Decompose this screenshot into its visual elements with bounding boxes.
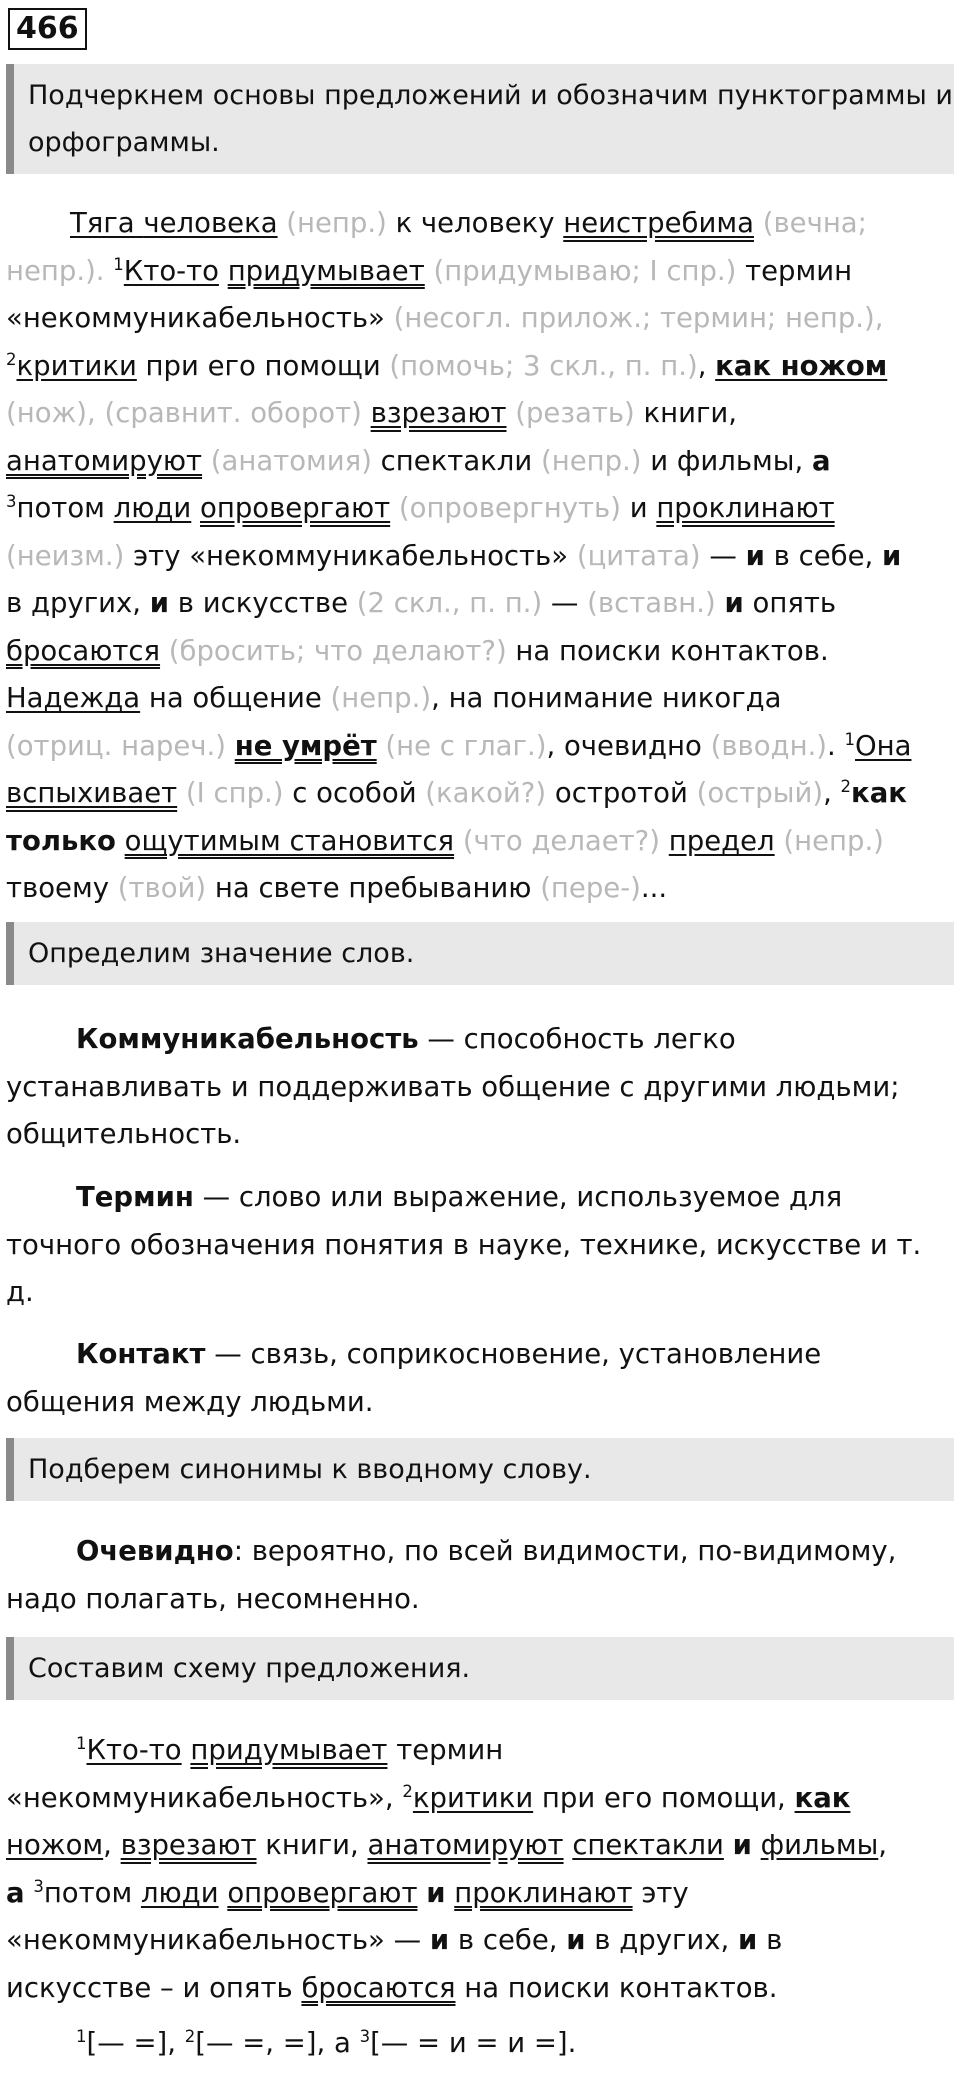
scheme-text bbox=[6, 1727, 956, 2012]
analysis-line: «некоммуникабельность» (несогл. прилож.; термин; непр.), bbox=[6, 302, 884, 334]
analysis-line: (неизм.) эту «некоммуникабельность» (цитата) — и в себе, и bbox=[6, 539, 902, 572]
section-header-synonyms: Подберем синонимы к вводному слову. bbox=[6, 1438, 954, 1501]
definition-communicability: Коммуникабельность — способность легко устанавливать и поддерживать общение с другими людьми; общительность. bbox=[6, 1023, 900, 1150]
analysis-line: вспыхивает (I спр.) с особой (какой?) остротой (острый), $^2$как bbox=[6, 776, 907, 809]
scheme-line: а $^3$потом люди опровергают и проклинают эту bbox=[6, 1876, 689, 1909]
analysis-line: в других, и в искусстве (2 скл., п. п.) — (вставн.) и опять bbox=[6, 587, 837, 619]
analysis-line: только ощутимым становится (что делает?) предел (непр.) bbox=[6, 824, 884, 857]
analysis-line: непр.). $^1$Кто-то придумывает (придумываю; I спр.) термин bbox=[6, 254, 853, 287]
section-header-meaning: Определим значение слов. bbox=[6, 922, 954, 985]
definition-contact: Контакт — связь, соприкосновение, установление общения между людьми. bbox=[6, 1338, 822, 1418]
analysis-line: $^3$потом люди опровергают (опровергнуть) и проклинают bbox=[6, 491, 835, 524]
analysis-line: бросаются (бросить; что делают?) на поиски контактов. bbox=[6, 634, 829, 667]
analysis-line: $^2$критики при его помощи (помочь; 3 скл., п. п.), как ножом bbox=[6, 349, 888, 382]
analysis-line: (нож), (сравнит. оборот) взрезают (резать) книги, bbox=[6, 397, 738, 429]
definition-term: Термин — слово или выражение, используемое для точного обозначения понятия в науке, технике, искусстве и т. д. bbox=[6, 1181, 922, 1308]
analysis-text bbox=[6, 200, 956, 913]
scheme-line: искусстве – и опять бросаются на поиски контактов. bbox=[6, 1971, 778, 2004]
scheme-line: ножом, взрезают книги, анатомируют спектакли и фильмы, bbox=[6, 1829, 888, 1861]
analysis-line: (отриц. нареч.) не умрёт (не с глаг.), очевидно (вводн.). $^1$Она bbox=[6, 729, 912, 762]
scheme-formula: $^1$[— =], $^2$[— =, =], а $^3$[— = и = и =]. bbox=[76, 2026, 577, 2059]
analysis-line: твоему (твой) на свете пребыванию (пере-)... bbox=[6, 872, 668, 904]
scheme-line: $^1$Кто-то придумывает термин bbox=[76, 1733, 504, 1766]
scheme-line: «некоммуникабельность» — и в себе, и в других, и в bbox=[6, 1924, 783, 1956]
scheme-line: «некоммуникабельность», $^2$критики при его помощи, как bbox=[6, 1781, 851, 1814]
exercise-number: 466 bbox=[8, 8, 87, 50]
analysis-line: анатомируют (анатомия) спектакли (непр.) и фильмы, а bbox=[6, 444, 831, 477]
section-header-scheme: Составим схему предложения. bbox=[6, 1637, 954, 1700]
section-header-analysis: Подчеркнем основы предложений и обозначим пунктограммы и орфограммы. bbox=[6, 64, 954, 174]
synonyms-paragraph: Очевидно: вероятно, по всей видимости, по-видимому, надо полагать, несомненно. bbox=[6, 1535, 897, 1615]
analysis-line: Надежда на общение (непр.), на понимание никогда bbox=[6, 682, 782, 714]
analysis-line: Тяга человека (непр.) к человеку неистребима (вечна; bbox=[70, 207, 867, 239]
